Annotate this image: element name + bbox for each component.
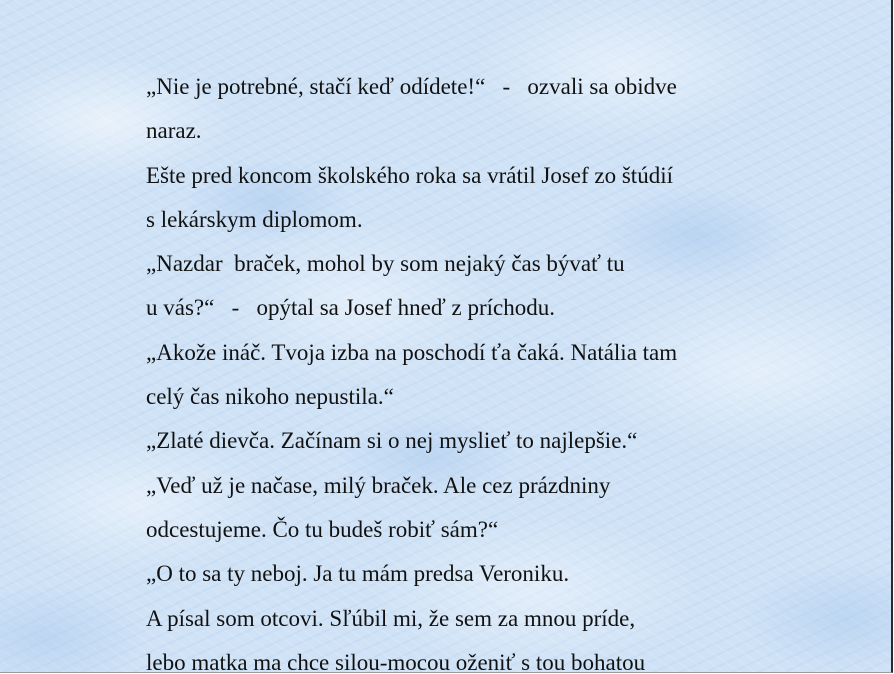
text-line-14: lebo matka ma chce silou-mocou oženiť s tou bohatou: [146, 649, 646, 673]
text-line-2: naraz.: [146, 118, 202, 144]
text-line-13: A písal som otcovi. Sľúbil mi, že sem za mnou príde,: [146, 605, 636, 631]
text-line-1: „Nie je potrebné, stačí keď odídete!“ - ozvali sa obidve: [146, 74, 677, 99]
text-line-11: odcestujeme. Čo tu budeš robiť sám?“: [146, 516, 499, 542]
text-line-12: „O to sa ty neboj. Ja tu mám predsa Veroniku.: [146, 561, 570, 587]
text-line-10: „Veď už je načase, milý braček. Ale cez prázdniny: [146, 472, 611, 498]
text-line-3: Ešte pred koncom školského roka sa vrátil Josef zo štúdií: [146, 162, 673, 188]
text-line-7: „Akože ináč. Tvoja izba na poschodí ťa čaká. Natália tam: [146, 339, 678, 365]
text-line-8: celý čas nikoho nepustila.“: [146, 384, 394, 410]
text-line-5: „Nazdar braček, mohol by som nejaký čas bývať tu: [146, 251, 625, 277]
text-line-6: u vás?“ - opýtal sa Josef hneď z príchodu.: [146, 295, 555, 321]
text-body: [146, 65, 786, 673]
text-line-4: s lekárskym diplomom.: [146, 206, 363, 232]
text-line-9: „Zlaté dievča. Začínam si o nej myslieť to najlepšie.“: [146, 428, 638, 454]
